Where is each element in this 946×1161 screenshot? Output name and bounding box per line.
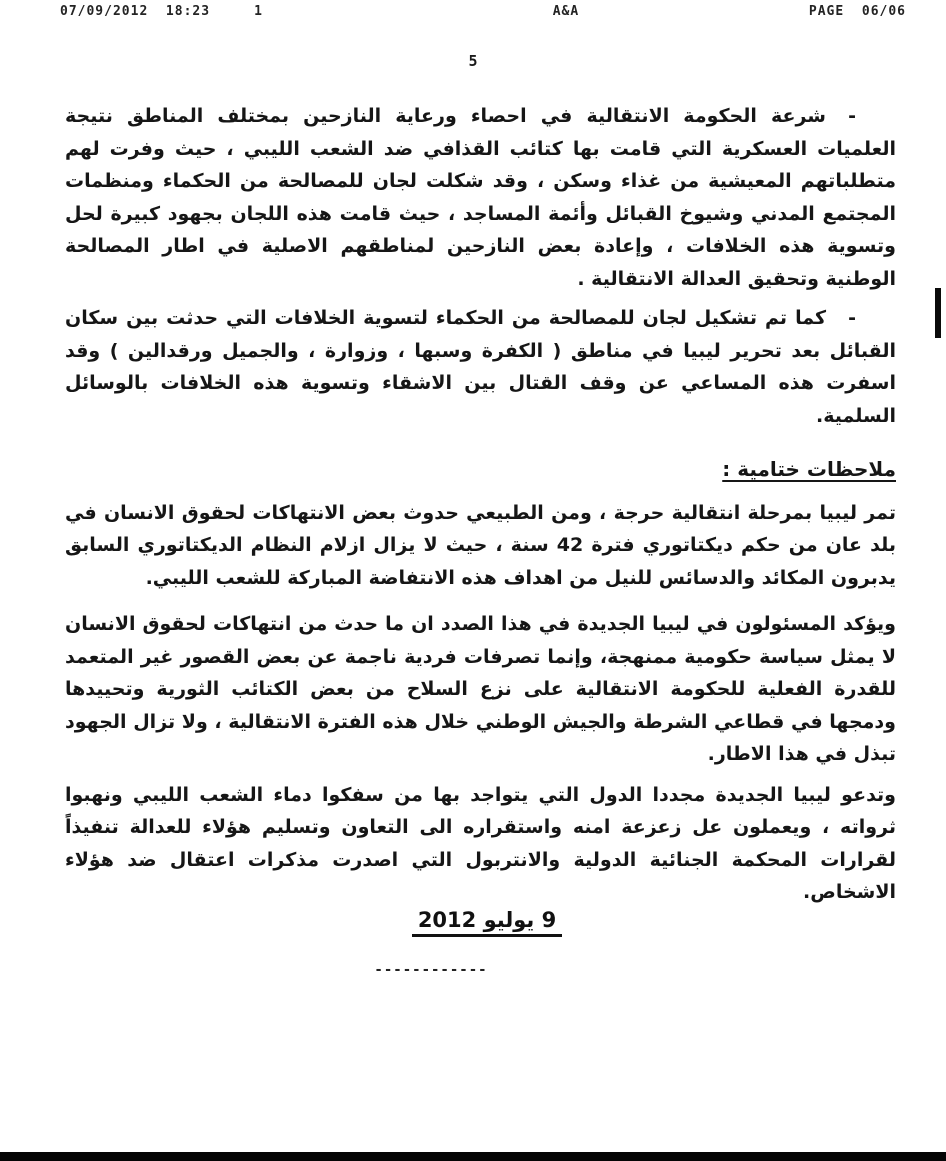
bullet-1-text: شرعة الحكومة الانتقالية في احصاء ورعاية النازحين بمختلف المناطق نتيجة العلميات العسكرية التي قامت بها كتائب القذافي ضد الشعب الليبي ، حيث وفرت لهم متطلباتهم المعيشية من غذاء وسكن ، وقد شكلت لجان للمصالحة من الحكماء ومنظمات المجتمع المدني وشيوخ القبائل وأئمة المساجد ، حيث قامت هذه اللجان بجهود كبيرة لحل وتسوية هذه الخلافات ، وإعادة بعض النازحين لمناطقهم الاصلية في اطار المصالحة الوطنية وتحقيق العدالة الانتقالية . <box>65 105 896 290</box>
fax-header <box>0 4 946 19</box>
document-date-text: 9 يوليو 2012 <box>412 908 562 937</box>
bullet-item-1 <box>65 100 896 295</box>
bullet-2-text: كما تم تشكيل لجان للمصالحة من الحكماء لتسوية الخلافات التي حدثت بين سكان القبائل بعد تحرير ليبيا في مناطق ( الكفرة وسبها ، وزوارة ، والجميل ورقدالين ) وقد اسفرت هذه المساعي عن وقف القتال بين الاشقاء وتسوية هذه الخلافات بالوسائل السلمية. <box>65 307 896 427</box>
fax-page-count: PAGE 06/06 <box>808 4 906 19</box>
closing-paragraph-3: وتدعو ليبيا الجديدة مجددا الدول التي يتواجد بها من سفكوا دماء الشعب الليبي ونهبوا ثرواته ، ويعملون عل زعزعة امنه واستقراره الى التعاون وتسليم هؤلاء للعدالة تنفيذاً لقرارات المحكمة الجنائية الدولية والانتربول التي اصدرت مذكرات اعتقال ضد هؤلاء الاشخاص. <box>65 783 896 903</box>
closing-remarks-heading: ملاحظات ختامية : <box>722 457 896 481</box>
scan-bottom-edge <box>0 1152 946 1161</box>
end-separator: ------------ <box>374 962 488 978</box>
scan-edge-artifact <box>935 288 941 338</box>
fax-timestamp: 07/09/2012 18:23 1 <box>60 4 264 19</box>
bullet-item-2 <box>65 302 896 432</box>
document-body <box>65 100 896 923</box>
bullet-dash-icon: - <box>848 307 856 329</box>
page-number: 5 <box>468 52 478 70</box>
document-date <box>0 908 946 937</box>
bullet-dash-icon: - <box>848 105 856 127</box>
closing-paragraph-2: ويؤكد المسئولون في ليبيا الجديدة في هذا الصدد ان ما حدث من انتهاكات لحقوق الانسان لا يمثل سياسة حكومية ممنهجة، وإنما تصرفات فردية ناجمة عن بعض القصور غير المتعمد للقدرة الفعلية للحكومة الانتقالية على نزع السلاح من بعض الكتائب الثورية وتحييدها ودمجها في قطاعي الشرطة والجيش الوطني خلال هذه الفترة الانتقالية ، ولا تزال الجهود تبذل في هذا الاطار. <box>65 613 896 765</box>
fax-station-id: A&A <box>552 4 580 19</box>
closing-paragraph-1: تمر ليبيا بمرحلة انتقالية حرجة ، ومن الطبيعي حدوث بعض الانتهاكات لحقوق الانسان في بلد عان من حكم ديكتاتوري فترة 42 سنة ، حيث لا يزال ازلام النظام الديكتاتوري السابق يدبرون المكائد والدسائس للنيل من اهداف هذه الانتفاضة المباركة للشعب الليبي. <box>65 501 897 589</box>
